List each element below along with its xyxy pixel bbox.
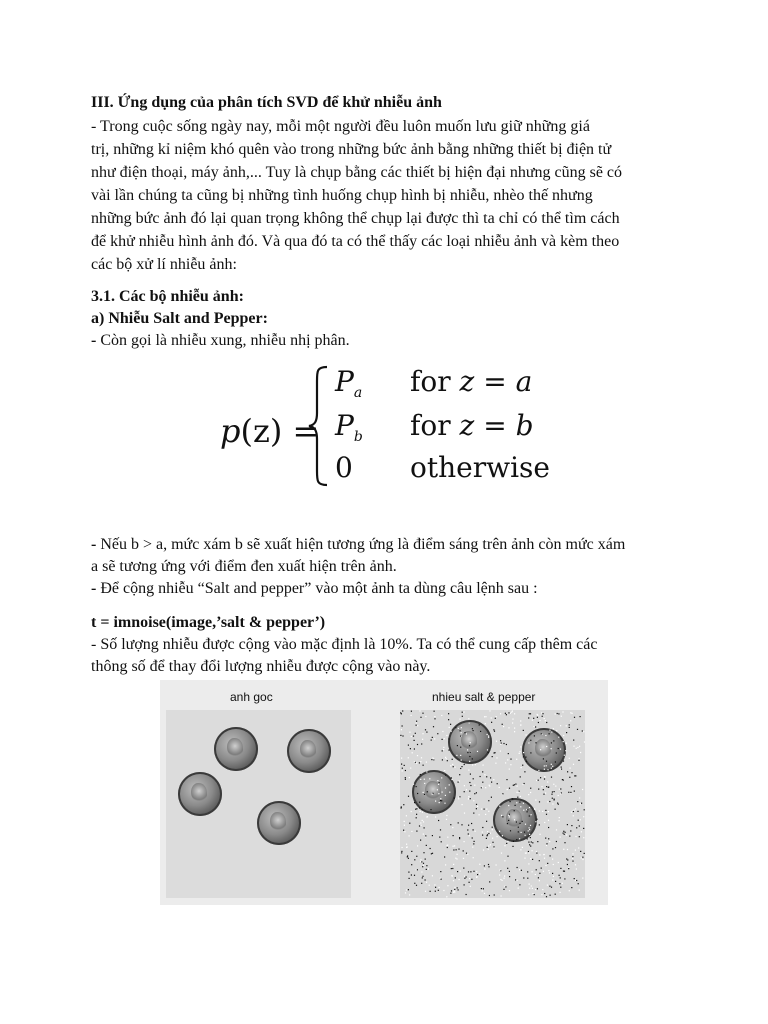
coin-image (214, 727, 258, 771)
formula-row-b: $P_b$ for z = b (335, 409, 534, 445)
coin-image (287, 729, 331, 773)
salt-pepper-noise-overlay (400, 710, 585, 898)
paragraph-gray-levels: - Nếu b > a, mức xám b sẽ xuất hiện tương ứng là điểm sáng trên ảnh còn mức xám (91, 536, 626, 553)
formula-row-otherwise: 0 otherwise (335, 451, 550, 484)
comparison-figure (160, 680, 608, 905)
intro-line: như điện thoại, máy ảnh,... Tuy là chụp bằng các thiết bị hiện đại nhưng cũng sẽ có (91, 164, 623, 181)
subsection-title: 3.1. Các bộ nhiễu ảnh: (91, 288, 244, 305)
left-brace-icon (307, 365, 331, 487)
alias-text: Còn gọi là nhiễu xung, nhiễu nhị phân. (100, 332, 350, 349)
alias-paragraph (91, 330, 350, 352)
paragraph-add-noise: - Để cộng nhiễu “Salt and pepper” vào một ảnh ta dùng câu lệnh sau : (91, 580, 538, 597)
original-image (166, 710, 351, 898)
intro-line: để khử nhiễu hình ảnh đó. Và qua đó ta có thể thấy các loại nhiễu ảnh và kèm theo (91, 233, 620, 250)
original-image-caption: anh goc (230, 690, 273, 704)
intro-line: những bức ảnh đó lại quan trọng không thể chụp lại được thì ta chỉ có thể tìm cách (91, 210, 620, 227)
intro-line: trị, những kỉ niệm khó quên vào trong những bức ảnh bằng những thiết bị điện tử (91, 141, 612, 158)
intro-line: - Trong cuộc sống ngày nay, mỗi một người đều luôn muốn lưu giữ những giá (91, 118, 590, 135)
noisy-image (400, 710, 585, 898)
formula-lhs: p(z) = (220, 412, 320, 450)
paragraph-noise-amount: - Số lượng nhiễu được cộng vào mặc định là 10%. Ta có thể cung cấp thêm các (91, 636, 598, 653)
intro-line: vài lần chúng ta cũng bị những tình huống chụp hình bị nhiễu, nhèo thế nhưng (91, 187, 593, 204)
coin-image (178, 772, 222, 816)
noise-type-title: a) Nhiễu Salt and Pepper: (91, 310, 268, 327)
formula-row-a: $P_a$ for z = a (335, 365, 533, 401)
paragraph-gray-levels-cont: a sẽ tương ứng với điểm đen xuất hiện trên ảnh. (91, 558, 397, 575)
pdf-formula (215, 357, 550, 493)
paragraph-noise-amount-cont: thông số để thay đổi lượng nhiễu được cộng vào này. (91, 658, 431, 675)
intro-line: các bộ xử lí nhiễu ảnh: (91, 256, 237, 273)
section-heading: III. Ứng dụng của phân tích SVD để khử nhiễu ảnh (91, 94, 442, 111)
noisy-image-caption: nhieu salt & pepper (432, 690, 536, 704)
coin-image (257, 801, 301, 845)
command-line: t = imnoise(image,’salt & pepper’) (91, 614, 326, 631)
dash: - (91, 332, 101, 349)
